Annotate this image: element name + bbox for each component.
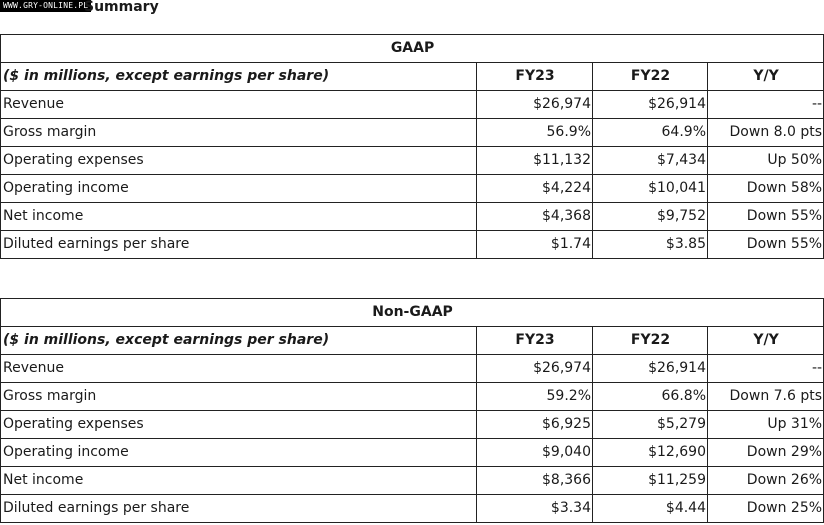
row-label: Net income xyxy=(1,467,477,495)
column-header-fy22: FY22 xyxy=(593,63,708,91)
fy23-value: 56.9% xyxy=(477,119,593,147)
yoy-change: Down 58% xyxy=(708,175,824,203)
gaap-header-row xyxy=(1,63,824,91)
table-row xyxy=(1,383,824,411)
nongaap-table xyxy=(0,298,824,523)
table-row xyxy=(1,355,824,383)
row-label: Diluted earnings per share xyxy=(1,231,477,259)
table-row xyxy=(1,175,824,203)
yoy-change: Down 29% xyxy=(708,439,824,467)
fy23-value: $8,366 xyxy=(477,467,593,495)
fy23-value: $4,224 xyxy=(477,175,593,203)
fy22-value: $5,279 xyxy=(593,411,708,439)
fy22-value: $10,041 xyxy=(593,175,708,203)
yoy-change: -- xyxy=(708,355,824,383)
yoy-change: Down 55% xyxy=(708,231,824,259)
table-row xyxy=(1,147,824,175)
row-label: Operating income xyxy=(1,175,477,203)
column-header-fy22: FY22 xyxy=(593,327,708,355)
fy22-value: 64.9% xyxy=(593,119,708,147)
fy23-value: $11,132 xyxy=(477,147,593,175)
row-label: Operating expenses xyxy=(1,411,477,439)
column-header-fy23: FY23 xyxy=(477,327,593,355)
column-header-description: ($ in millions, except earnings per share) xyxy=(1,63,477,91)
table-row xyxy=(1,231,824,259)
yoy-change: Down 26% xyxy=(708,467,824,495)
fy22-value: $12,690 xyxy=(593,439,708,467)
fy23-value: $9,040 xyxy=(477,439,593,467)
row-label: Gross margin xyxy=(1,383,477,411)
watermark: WWW.GRY-ONLINE.PL xyxy=(0,0,91,12)
row-label: Operating income xyxy=(1,439,477,467)
fy23-value: 59.2% xyxy=(477,383,593,411)
row-label: Net income xyxy=(1,203,477,231)
fy23-value: $1.74 xyxy=(477,231,593,259)
nongaap-table-title: Non-GAAP xyxy=(1,299,824,327)
yoy-change: -- xyxy=(708,91,824,119)
column-header-fy23: FY23 xyxy=(477,63,593,91)
fy23-value: $3.34 xyxy=(477,495,593,523)
row-label: Gross margin xyxy=(1,119,477,147)
gaap-table-title: GAAP xyxy=(1,35,824,63)
fy22-value: $26,914 xyxy=(593,91,708,119)
column-header-yoy: Y/Y xyxy=(708,63,824,91)
yoy-change: Down 55% xyxy=(708,203,824,231)
fy22-value: $26,914 xyxy=(593,355,708,383)
yoy-change: Down 8.0 pts xyxy=(708,119,824,147)
summary-title: Summary xyxy=(84,0,159,15)
nongaap-table-body xyxy=(1,355,824,523)
yoy-change: Up 31% xyxy=(708,411,824,439)
fy22-value: $9,752 xyxy=(593,203,708,231)
column-header-description: ($ in millions, except earnings per share) xyxy=(1,327,477,355)
fy23-value: $4,368 xyxy=(477,203,593,231)
fy22-value: $11,259 xyxy=(593,467,708,495)
fy22-value: $7,434 xyxy=(593,147,708,175)
table-row xyxy=(1,467,824,495)
fy23-value: $6,925 xyxy=(477,411,593,439)
table-row xyxy=(1,411,824,439)
yoy-change: Down 25% xyxy=(708,495,824,523)
fy22-value: 66.8% xyxy=(593,383,708,411)
table-row xyxy=(1,203,824,231)
nongaap-header-row xyxy=(1,327,824,355)
table-row xyxy=(1,119,824,147)
yoy-change: Up 50% xyxy=(708,147,824,175)
fy23-value: $26,974 xyxy=(477,355,593,383)
fy22-value: $4.44 xyxy=(593,495,708,523)
row-label: Operating expenses xyxy=(1,147,477,175)
table-row xyxy=(1,495,824,523)
gaap-table xyxy=(0,34,824,259)
table-row xyxy=(1,91,824,119)
row-label: Diluted earnings per share xyxy=(1,495,477,523)
row-label: Revenue xyxy=(1,355,477,383)
yoy-change: Down 7.6 pts xyxy=(708,383,824,411)
fy23-value: $26,974 xyxy=(477,91,593,119)
fy22-value: $3.85 xyxy=(593,231,708,259)
table-row xyxy=(1,439,824,467)
column-header-yoy: Y/Y xyxy=(708,327,824,355)
gaap-table-body xyxy=(1,91,824,259)
row-label: Revenue xyxy=(1,91,477,119)
